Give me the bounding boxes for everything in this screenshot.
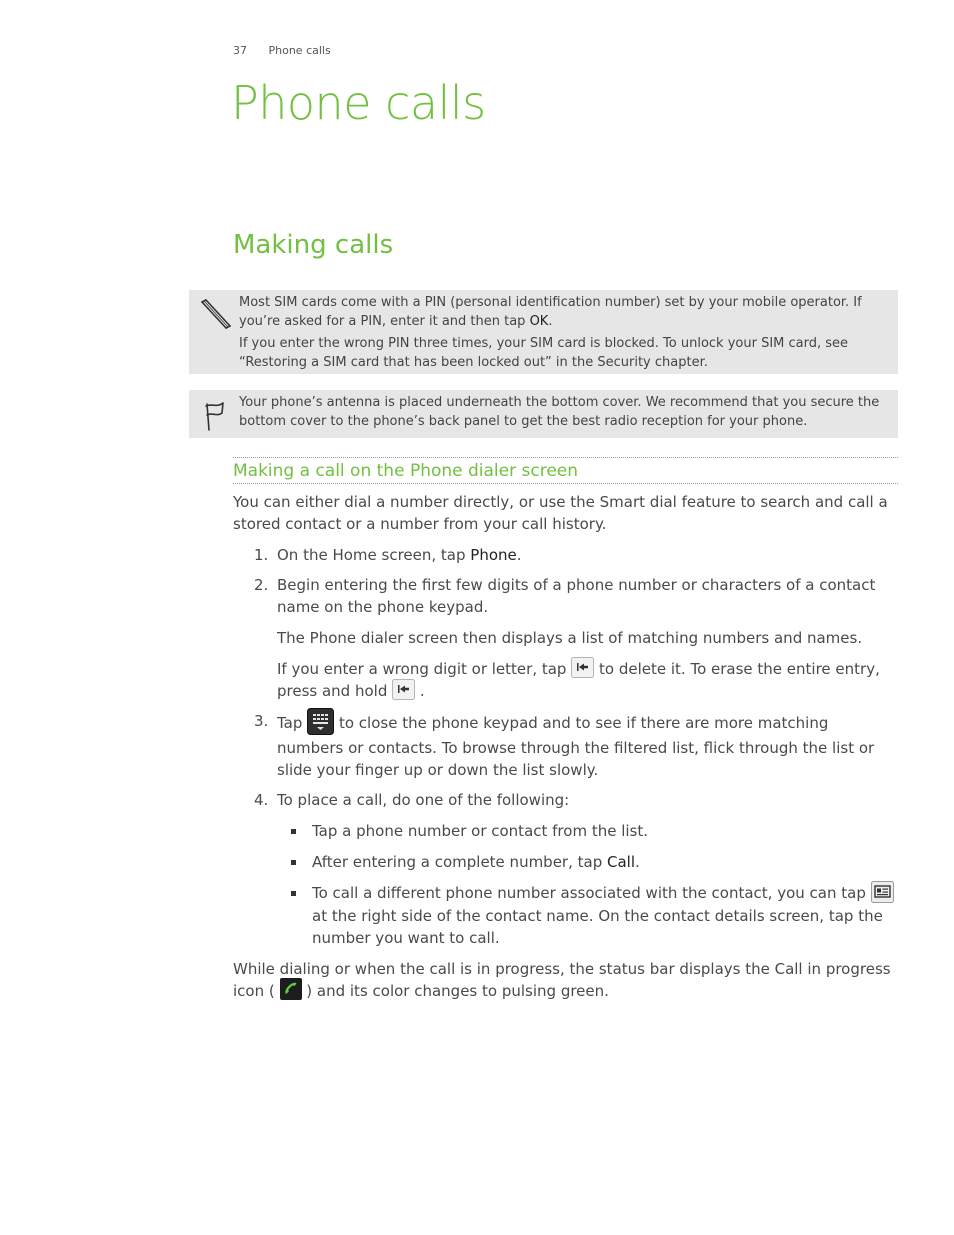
tip-box — [189, 390, 898, 438]
steps-list — [233, 544, 899, 949]
step-2-result: The Phone dialer screen then displays a list of matching numbers and names. — [277, 629, 863, 647]
backspace-icon — [571, 657, 594, 678]
list-item: To call a different phone number associated with the contact, you can tap at the right side of the contact name. On the contact details screen, tap the number you want to call. — [277, 882, 899, 949]
main-content — [233, 491, 899, 1011]
flag-icon — [197, 396, 233, 432]
pencil-icon — [197, 296, 233, 332]
options-list — [277, 820, 899, 949]
keypad-icon — [307, 708, 334, 735]
call-in-progress-icon — [280, 978, 302, 1000]
call-label: Call — [607, 853, 636, 871]
note-paragraph-blocked: If you enter the wrong PIN three times, your SIM card is blocked. To unlock your SIM card, see “Restoring a SIM card that has been locked out” in the Security chapter. — [239, 336, 849, 370]
note-box — [189, 290, 898, 374]
subsection-heading: Making a call on the Phone dialer screen — [233, 457, 898, 484]
ok-label: OK — [529, 313, 549, 329]
header-section: Phone calls — [268, 44, 331, 57]
step-1: 1. On the Home screen, tap Phone. — [254, 546, 522, 564]
contact-card-icon — [871, 881, 894, 903]
page-number: 37 — [233, 44, 247, 57]
list-item: Tap a phone number or contact from the list. — [277, 820, 899, 842]
intro-paragraph: You can either dial a number directly, or use the Smart dial feature to search and call a stored contact or a number from your call history. — [233, 493, 888, 533]
step-3: 3. Tap to close the phone keypad and to see if there are more matching numbers or contacts. To browse through the filtered list, flick through the list or slide your finger up or down the list slowly. — [233, 710, 899, 781]
step-4: 4. To place a call, do one of the following: Tap a phone number or contact from the list. After entering a complete number, tap Call. To call a different phone number associated with the contact, you can tap at the right side of the contact name. On the contact details screen, tap the number you want to call. — [233, 789, 899, 949]
note-paragraph-pin: Most SIM cards come with a PIN (personal identification number) set by your mobile operator. If you’re asked for a PIN, enter it and then tap OK. — [239, 295, 862, 329]
page-title: Phone calls — [231, 76, 486, 130]
tip-text: Your phone’s antenna is placed underneath the bottom cover. We recommend that you secure the bottom cover to the phone’s back panel to get the best radio reception for your phone. — [239, 395, 880, 429]
page-header — [233, 44, 331, 57]
closing-paragraph: While dialing or when the call is in progress, the status bar displays the Call in progress icon ( ) and its color changes to pulsing green. — [233, 959, 891, 1000]
list-item: After entering a complete number, tap Call. — [277, 851, 899, 873]
step-2: 2. Begin entering the first few digits of a phone number or characters of a contact name on the phone keypad. The Phone dialer screen then displays a list of matching numbers and names. If you enter a wrong digit or letter, tap to delete it. To erase the entire entry, press and hold . — [233, 574, 899, 702]
step-2-delete: If you enter a wrong digit or letter, tap to delete it. To erase the entire entry, press and hold . — [277, 658, 899, 702]
backspace-icon — [392, 679, 415, 700]
section-heading: Making calls — [233, 230, 394, 260]
phone-label: Phone — [470, 546, 517, 564]
